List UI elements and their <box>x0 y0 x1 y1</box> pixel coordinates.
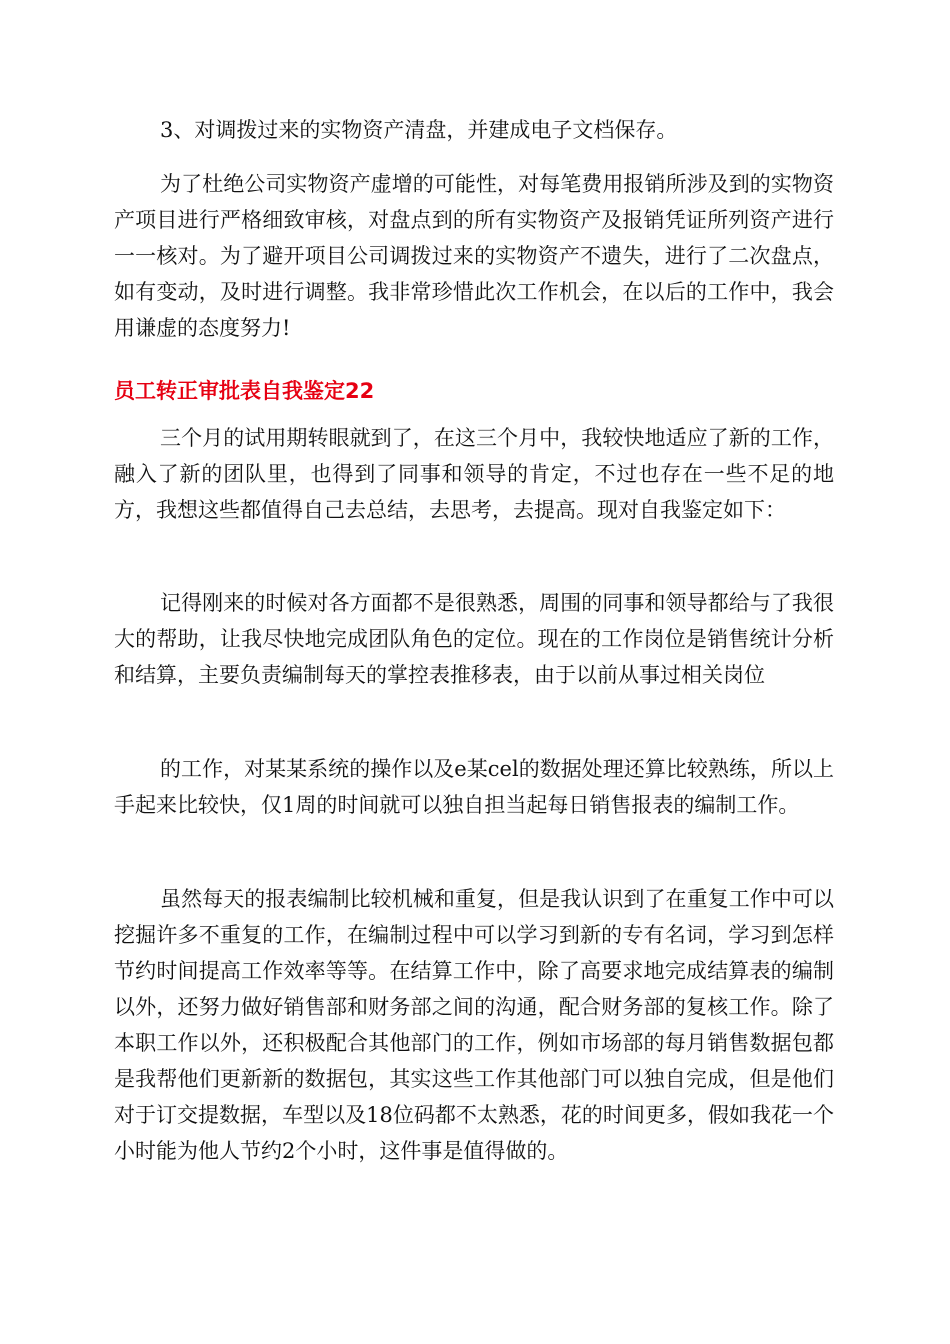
paragraph-item-3: 3、对调拨过来的实物资产清盘，并建成电子文档保存。 <box>160 118 678 142</box>
paragraph-intro: 三个月的试用期转眼就到了，在这三个月中，我较快地适应了新的工作，融入了新的团队里，也得到了同事和领导的肯定，不过也存在一些不足的地方，我想这些都值得自己去总结，去思考，去提高。现对自我鉴定如下： <box>114 426 834 522</box>
paragraph-position: 记得刚来的时候对各方面都不是很熟悉，周围的同事和领导都给与了我很大的帮助，让我尽快地完成团队角色的定位。现在的工作岗位是销售统计分析和结算，主要负责编制每天的掌控表推移表，由于以前从事过相关岗位 <box>114 591 834 687</box>
section-heading: 员工转正审批表自我鉴定22 <box>114 379 375 403</box>
paragraph-report-work: 虽然每天的报表编制比较机械和重复，但是我认识到了在重复工作中可以挖掘许多不重复的工作，在编制过程中可以学习到新的专有名词，学习到怎样节约时间提高工作效率等等。在结算工作中，除了高要求地完成结算表的编制以外，还努力做好销售部和财务部之间的沟通，配合财务部的复核工作。除了本职工作以外，还积极配合其他部门的工作，例如市场部的每月销售数据包都是我帮他们更新新的数据包，其实这些工作其他部门可以独自完成，但是他们对于订交提数据，车型以及18位码都不太熟悉，花的时间更多，假如我花一个小时能为他人节约2个小时，这件事是值得做的。 <box>114 887 834 1163</box>
paragraph-asset-audit: 为了杜绝公司实物资产虚增的可能性，对每笔费用报销所涉及到的实物资产项目进行严格细致审核，对盘点到的所有实物资产及报销凭证所列资产进行一一核对。为了避开项目公司调拨过来的实物资产不遗失，进行了二次盘点，如有变动，及时进行调整。我非常珍惜此次工作机会，在以后的工作中，我会用谦虚的态度努力! <box>114 172 834 340</box>
paragraph-continuation: 的工作，对某某系统的操作以及e某cel的数据处理还算比较熟练，所以上手起来比较快，仅1周的时间就可以独自担当起每日销售报表的编制工作。 <box>114 757 834 817</box>
